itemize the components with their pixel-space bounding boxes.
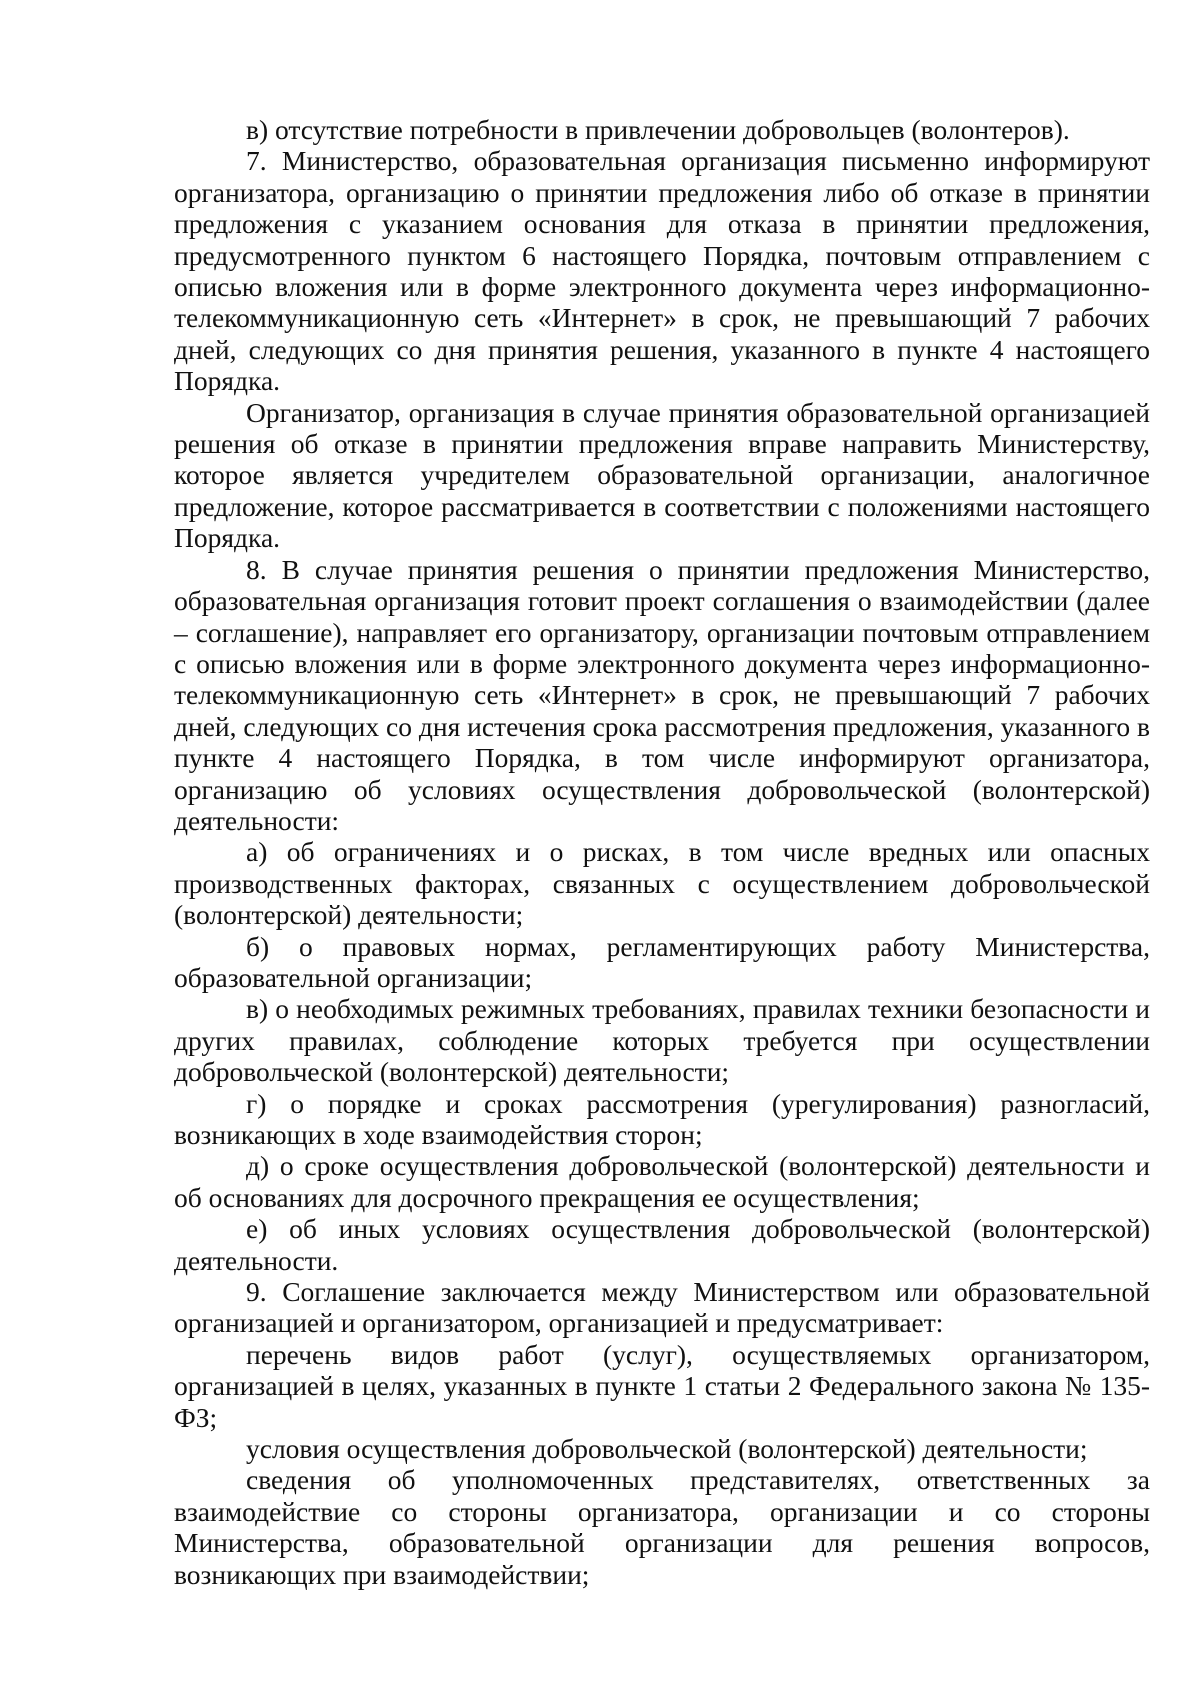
paragraph-8e: е) об иных условиях осуществления добровольческой (волонтерской) деятельности.	[174, 1213, 1150, 1276]
document-body	[174, 114, 1150, 1590]
paragraph-8v: в) о необходимых режимных требованиях, правилах техники безопасности и других правилах, соблюдение которых требуется при осуществлении добровольческой (волонтерской) деятельности;	[174, 993, 1150, 1088]
paragraph-8: 8. В случае принятия решения о принятии предложения Министерство, образовательная организация готовит проект соглашения о взаимодействии (далее – соглашение), направляет его организатору, организации почтовым отправлением с описью вложения или в форме электронного документа через информационно-телекоммуникационную сеть «Интернет» в срок, не превышающий 7 рабочих дней, следующих со дня истечения срока рассмотрения предложения, указанного в пункте 4 настоящего Порядка, в том числе информируют организатора, организацию об условиях осуществления добровольческой (волонтерской) деятельности:	[174, 553, 1150, 836]
paragraph-7-organizer: Организатор, организация в случае принятия образовательной организацией решения об отказе в принятии предложения вправе направить Министерству, которое является учредителем образовательной организации, аналогичное предложение, которое рассматривается в соответствии с положениями настоящего Порядка.	[174, 396, 1150, 554]
paragraph-7: 7. Министерство, образовательная организация письменно информируют организатора, организацию о принятии предложения либо об отказе в принятии предложения с указанием основания для отказа в принятии предложения, предусмотренного пунктом 6 настоящего Порядка, почтовым отправлением с описью вложения или в форме электронного документа через информационно-телекоммуникационную сеть «Интернет» в срок, не превышающий 7 рабочих дней, следующих со дня принятия решения, указанного в пункте 4 настоящего Порядка.	[174, 145, 1150, 397]
paragraph-8d: д) о сроке осуществления добровольческой (волонтерской) деятельности и об основаниях для досрочного прекращения ее осуществления;	[174, 1150, 1150, 1213]
paragraph-6v: в) отсутствие потребности в привлечении добровольцев (волонтеров).	[246, 114, 1070, 145]
paragraph-9: 9. Соглашение заключается между Министерством или образовательной организацией и организатором, организацией и предусматривает:	[174, 1276, 1150, 1339]
paragraph-9-works: перечень видов работ (услуг), осуществляемых организатором, организацией в целях, указанных в пункте 1 статьи 2 Федерального закона № 135-ФЗ;	[174, 1338, 1150, 1433]
paragraph-9-conditions: условия осуществления добровольческой (волонтерской) деятельности;	[246, 1433, 1088, 1465]
paragraph-9-representatives: сведения об уполномоченных представителях, ответственных за взаимодействие со стороны организатора, организации и со стороны Министерства, образовательной организации для решения вопросов, возникающих при взаимодействии;	[174, 1464, 1150, 1590]
paragraph-8a: а) об ограничениях и о рисках, в том числе вредных или опасных производственных факторах, связанных с осуществлением добровольческой (волонтерской) деятельности;	[174, 836, 1150, 931]
paragraph-8g: г) о порядке и сроках рассмотрения (урегулирования) разногласий, возникающих в ходе взаимодействия сторон;	[174, 1087, 1150, 1150]
paragraph-8b: б) о правовых нормах, регламентирующих работу Министерства, образовательной организации;	[174, 930, 1150, 993]
